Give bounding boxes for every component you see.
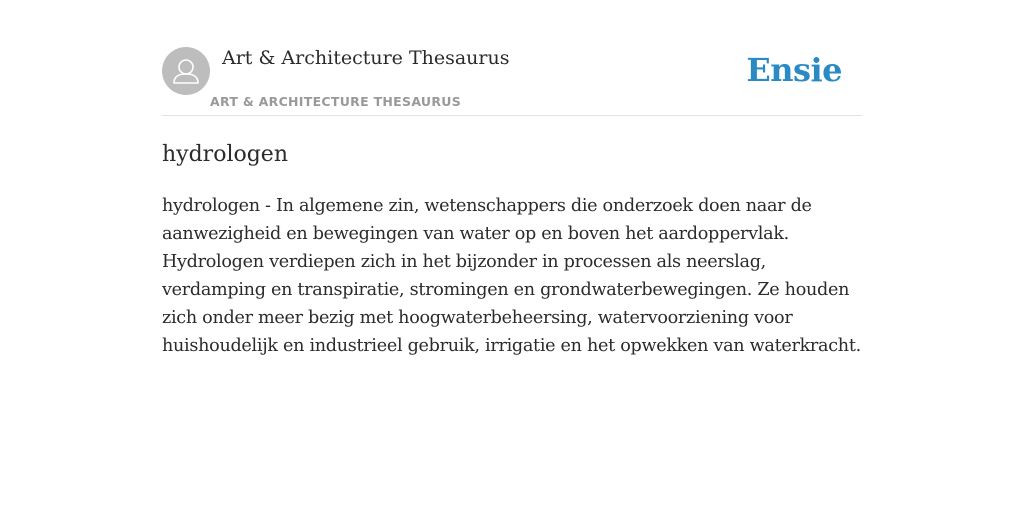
user-silhouette-icon bbox=[162, 47, 210, 95]
term-title: hydrologen bbox=[162, 142, 288, 167]
author-name[interactable]: Art & Architecture Thesaurus bbox=[222, 47, 510, 69]
term-definition: hydrologen - In algemene zin, wetenschappers die onderzoek doen naar de aanwezigheid en bewegingen van water op en boven het aardoppervlak. Hydrologen verdiepen zich in het bijzonder in processen als neerslag, verdamping en transpiratie, stromingen en grondwaterbewegingen. Ze houden zich onder meer bezig met hoogwaterbeheersing, watervoorziening voor huishoudelijk en industrieel gebruik, irrigatie en het opwekken van waterkracht. bbox=[162, 196, 861, 356]
ensie-logo[interactable]: Ensie bbox=[746, 51, 842, 89]
page-container bbox=[162, 0, 862, 356]
entry-header bbox=[162, 0, 862, 116]
category-label[interactable]: ART & ARCHITECTURE THESAURUS bbox=[210, 94, 462, 109]
author-avatar[interactable] bbox=[162, 47, 210, 95]
